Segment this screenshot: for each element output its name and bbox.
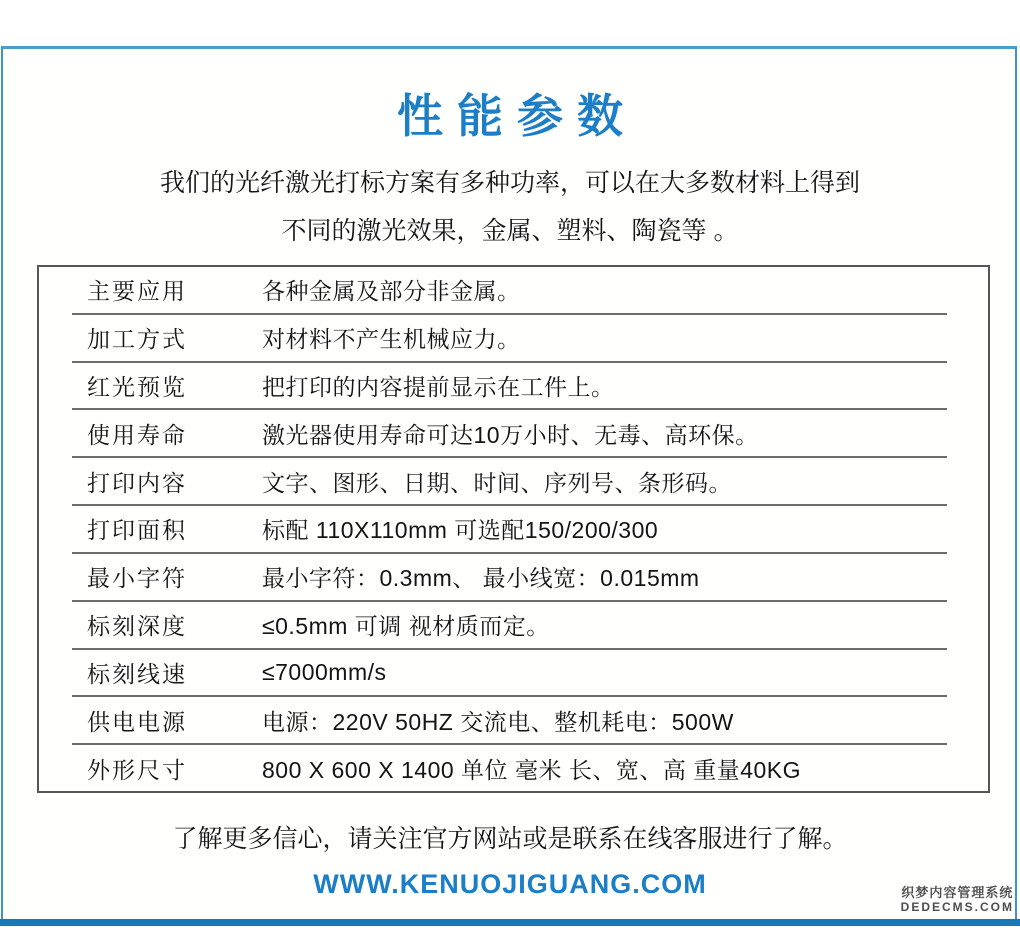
- spec-value: 各种金属及部分非金属。: [262, 278, 521, 305]
- spec-table: [37, 265, 990, 793]
- spec-value: 激光器使用寿命可达10万小时、无毒、高环保。: [262, 421, 759, 448]
- spec-row: [39, 458, 988, 504]
- spec-value: 800 X 600 X 1400 单位 毫米 长、宽、高 重量40KG: [262, 756, 802, 783]
- spec-label: 红光预览: [87, 374, 187, 401]
- watermark-domain: DEDECMS.COM: [900, 900, 1014, 914]
- intro-line-2: 不同的激光效果，金属、塑料、陶瓷等 。: [281, 217, 739, 245]
- spec-label: 供电电源: [87, 708, 187, 735]
- bottom-blue-bar: [0, 919, 1020, 926]
- spec-value: ≤0.5mm 可调 视材质而定。: [262, 613, 550, 640]
- spec-row: [39, 315, 988, 361]
- watermark-chinese: 织梦内容管理系统: [901, 885, 1014, 900]
- spec-label: 外形尺寸: [87, 756, 187, 783]
- spec-row: [39, 506, 988, 552]
- spec-label: 使用寿命: [87, 421, 187, 448]
- spec-row: [39, 267, 988, 313]
- cms-watermark: [901, 885, 1014, 915]
- spec-row: [39, 650, 988, 696]
- spec-value: 电源：220V 50HZ 交流电、整机耗电：500W: [262, 708, 734, 735]
- website-url: WWW.KENUOJIGUANG.COM: [313, 869, 707, 899]
- spec-value: 对材料不产生机械应力。: [262, 326, 521, 353]
- spec-label: 加工方式: [87, 326, 187, 353]
- spec-value: 把打印的内容提前显示在工件上。: [262, 374, 615, 401]
- spec-label: 最小字符: [87, 565, 187, 592]
- spec-value: ≤7000mm/s: [262, 658, 387, 685]
- intro-line-1: 我们的光纤激光打标方案有多种功率，可以在大多数材料上得到: [159, 169, 860, 197]
- spec-value: 标配 110X110mm 可选配150/200/300: [262, 517, 659, 544]
- intro-text: [0, 159, 1020, 255]
- footer-note: 了解更多信心，请关注官方网站或是联系在线客服进行了解。: [172, 825, 848, 853]
- spec-label: 标刻线速: [87, 660, 187, 687]
- spec-value: 文字、图形、日期、时间、序列号、条形码。: [262, 469, 732, 496]
- spec-row: [39, 410, 988, 456]
- spec-label: 打印面积: [87, 517, 187, 544]
- spec-label: 标刻深度: [87, 613, 187, 640]
- spec-row: [39, 697, 988, 743]
- spec-label: 打印内容: [87, 469, 187, 496]
- spec-row: [39, 602, 988, 648]
- page-title: 性能参数: [397, 90, 637, 142]
- spec-label: 主要应用: [87, 278, 187, 305]
- spec-value: 最小字符：0.3mm、 最小线宽：0.015mm: [262, 565, 700, 592]
- spec-row: [39, 554, 988, 600]
- spec-row: [39, 745, 988, 791]
- spec-row: [39, 363, 988, 409]
